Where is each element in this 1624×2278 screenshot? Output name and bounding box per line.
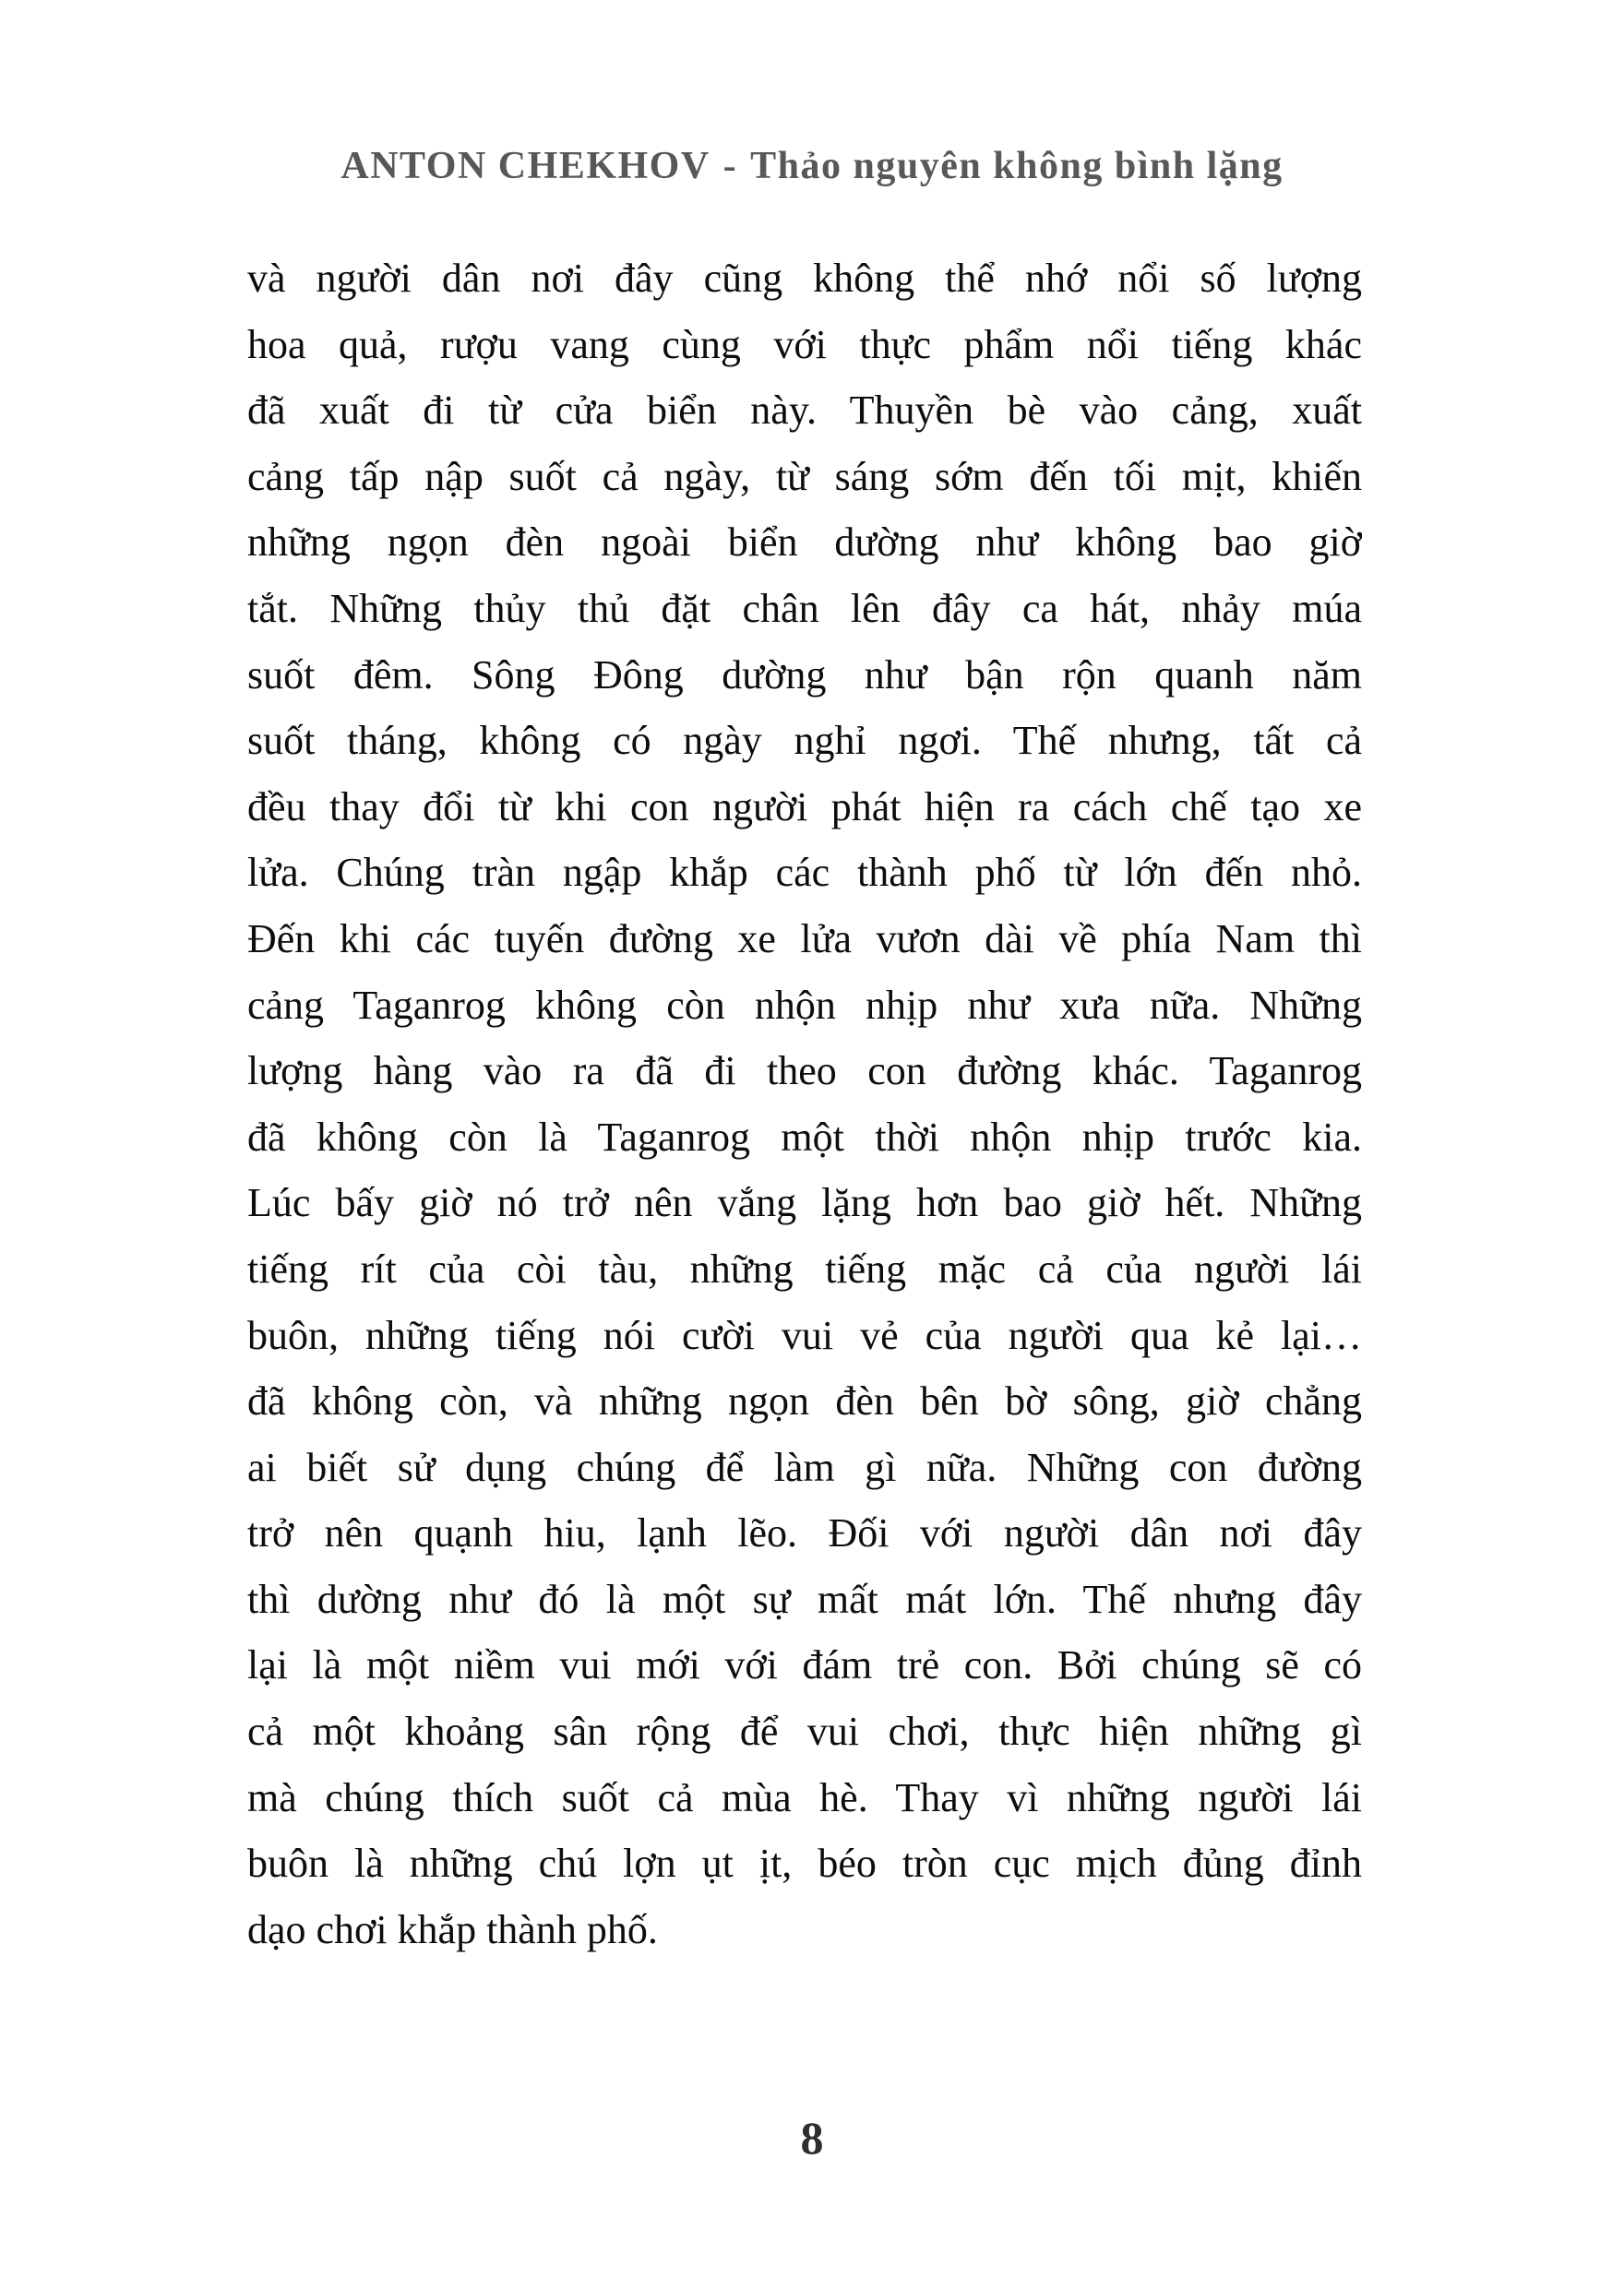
header-book-title: Thảo nguyên không bình lặng <box>750 145 1284 187</box>
text-line: lửa. Chúng tràn ngập khắp các thành phố từ lớn đến nhỏ. <box>247 850 1362 896</box>
text-line: thì dường như đó là một sự mất mát lớn. Thế nhưng đây <box>247 1576 1362 1622</box>
text-line: ai biết sử dụng chúng để làm gì nữa. Những con đường <box>247 1444 1362 1490</box>
text-line: cảng tấp nập suốt cả ngày, từ sáng sớm đến tối mịt, khiến <box>247 453 1362 499</box>
text-line: Lúc bấy giờ nó trở nên vắng lặng hơn bao giờ hết. Những <box>247 1180 1362 1226</box>
text-line: đã xuất đi từ cửa biển này. Thuyền bè vào cảng, xuất <box>247 388 1362 434</box>
text-line: những ngọn đèn ngoài biển dường như không bao giờ <box>247 519 1362 566</box>
text-line: buôn, những tiếng nói cười vui vẻ của người qua kẻ lại… <box>247 1312 1362 1358</box>
header-separator: - <box>722 145 738 187</box>
text-line: cả một khoảng sân rộng để vui chơi, thực hiện những gì <box>247 1709 1362 1755</box>
text-line: Đến khi các tuyến đường xe lửa vươn dài về phía Nam thì <box>247 915 1362 961</box>
header-author: ANTON CHEKHOV <box>340 145 710 187</box>
running-header <box>0 144 1624 188</box>
text-line: tắt. Những thủy thủ đặt chân lên đây ca hát, nhảy múa <box>247 585 1362 631</box>
text-line: lượng hàng vào ra đã đi theo con đường khác. Taganrog <box>247 1048 1362 1094</box>
text-line: đã không còn, và những ngọn đèn bên bờ sông, giờ chẳng <box>247 1378 1362 1425</box>
body-text <box>247 245 1362 1962</box>
page-number: 8 <box>800 2112 824 2164</box>
text-line: buôn là những chú lợn ụt ịt, béo tròn cục mịch đủng đỉnh <box>247 1841 1362 1887</box>
text-line: đều thay đổi từ khi con người phát hiện ra cách chế tạo xe <box>247 783 1362 829</box>
text-line: dạo chơi khắp thành phố. <box>247 1906 658 1952</box>
text-line: đã không còn là Taganrog một thời nhộn nhịp trước kia. <box>247 1114 1362 1160</box>
text-line: và người dân nơi đây cũng không thể nhớ nổi số lượng <box>247 256 1362 301</box>
text-line: trở nên quạnh hiu, lạnh lẽo. Đối với người dân nơi đây <box>247 1510 1362 1556</box>
text-line: mà chúng thích suốt cả mùa hè. Thay vì những người lái <box>247 1774 1362 1820</box>
text-line: suốt đêm. Sông Đông dường như bận rộn quanh năm <box>247 651 1362 698</box>
text-line: suốt tháng, không có ngày nghỉ ngơi. Thế nhưng, tất cả <box>247 718 1362 764</box>
text-line: tiếng rít của còi tàu, những tiếng mặc cả của người lái <box>247 1246 1362 1292</box>
text-line: cảng Taganrog không còn nhộn nhịp như xưa nữa. Những <box>247 982 1362 1028</box>
text-line: lại là một niềm vui mới với đám trẻ con. Bởi chúng sẽ có <box>247 1642 1362 1688</box>
text-line: hoa quả, rượu vang cùng với thực phẩm nổi tiếng khác <box>247 321 1362 367</box>
